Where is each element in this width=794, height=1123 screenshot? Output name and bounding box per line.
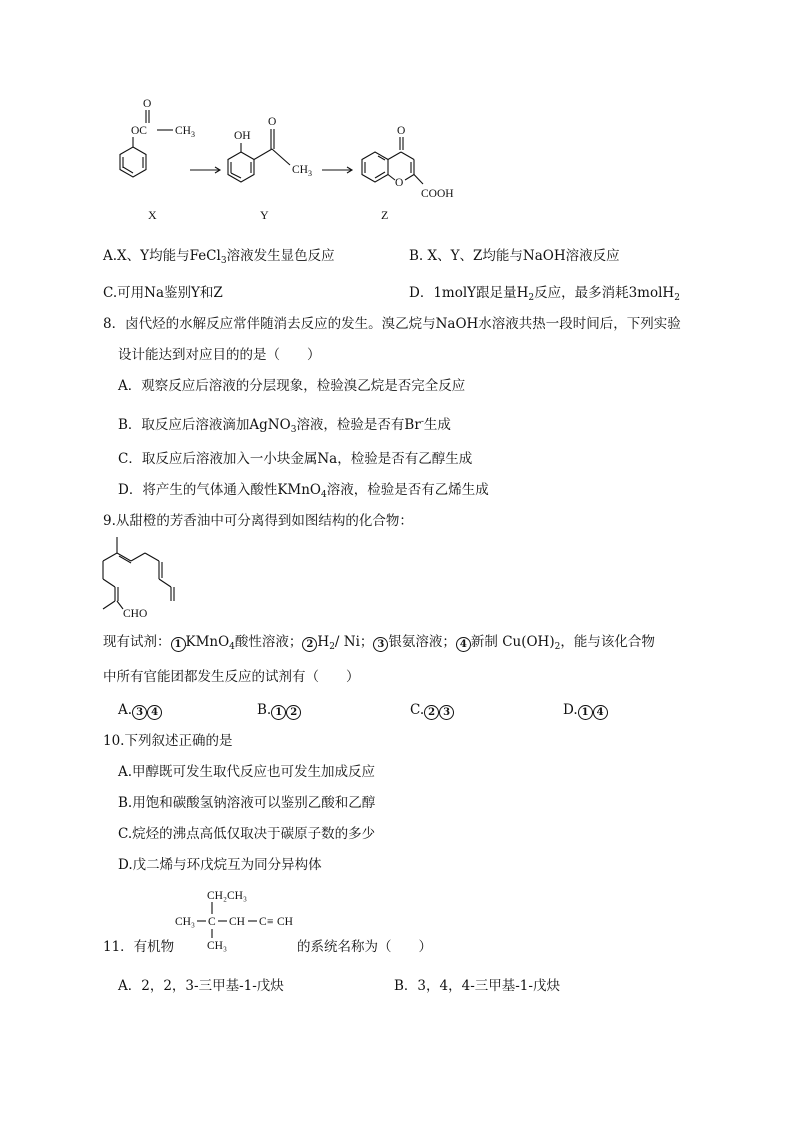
compound-z-label: Z xyxy=(381,208,389,222)
svg-text:CH₃: CH₃ xyxy=(207,940,227,952)
q9-stem-line2: 中所有官能团都发生反应的试剂有（ ） xyxy=(103,669,360,685)
svg-text:O: O xyxy=(143,98,152,110)
svg-text:C: C xyxy=(259,916,267,928)
q11-stem-suffix: 的系统名称为（ ） xyxy=(297,939,432,955)
svg-text:≡: ≡ xyxy=(267,916,274,928)
q8-stem-line2: 设计能达到对应目的的是（ ） xyxy=(118,347,321,363)
compound-y-label: Y xyxy=(260,208,269,222)
q9-reagents-line: 现有试剂： 1 KMnO$_4$酸性溶液； 2 $H_2/$ Ni； 3 银氨溶液； 4 新制 $Cu(OH)_2$，能与该化合物 xyxy=(103,634,655,652)
q7-option-a: A.X、Y均能与FeCl$_3$溶液发生显色反应 xyxy=(103,248,335,266)
svg-text:CH₃: CH₃ xyxy=(175,916,195,928)
q9-compound-structure xyxy=(95,535,195,625)
q9-option-d: D. 1 4 xyxy=(563,704,608,720)
svg-text:CH: CH xyxy=(175,125,191,137)
q7-option-d: D．1molY跟足量$H_2$反应，最多消耗3molH$_2$ xyxy=(409,285,680,303)
q8-option-a: A．观察反应后溶液的分层现象，检验溴乙烷是否完全反应 xyxy=(118,378,466,394)
q11-compound-structure xyxy=(170,887,310,952)
q10-option-d: D.戊二烯与环戊烷互为同分异构体 xyxy=(118,857,322,873)
q10-option-a: A.甲醇既可发生取代反应也可发生加成反应 xyxy=(118,764,376,780)
q9-stem: 9.从甜橙的芳香油中可分离得到如图结构的化合物： xyxy=(103,513,413,529)
reaction-arrow-2 xyxy=(322,165,356,175)
svg-text:OC: OC xyxy=(131,125,147,137)
reaction-arrow-1 xyxy=(190,165,224,175)
q7-option-c: C.可用Na鉴别Y和Z xyxy=(103,285,223,301)
svg-text:OH: OH xyxy=(234,130,251,142)
svg-text:O: O xyxy=(397,125,406,137)
compound-y-structure xyxy=(222,115,332,195)
q11-stem-prefix: 11．有机物 xyxy=(103,939,175,955)
svg-text:CH₂CH₃: CH₂CH₃ xyxy=(207,890,247,902)
q10-option-b: B.用饱和碳酸氢钠溶液可以鉴别乙酸和乙醇 xyxy=(118,795,376,811)
q10-stem: 10.下列叙述正确的是 xyxy=(103,733,233,749)
q8-option-b: B．取反应后溶液滴加AgNO$_3$溶液，检验是否有Br-生成 xyxy=(118,417,451,435)
q11-option-b: B．3，4，4-三甲基-1-戊炔 xyxy=(394,978,560,994)
compound-x-label: X xyxy=(148,208,157,222)
q9-option-b: B. 1 2 xyxy=(257,704,301,720)
svg-text:CH: CH xyxy=(229,916,245,928)
svg-text:CH: CH xyxy=(277,916,293,928)
svg-text:CH: CH xyxy=(292,164,308,176)
compound-z-structure xyxy=(355,122,475,202)
svg-text:3: 3 xyxy=(308,169,312,178)
svg-text:CHO: CHO xyxy=(123,608,148,620)
q9-option-c: C. 2 3 xyxy=(410,704,454,720)
q8-option-d: D．将产生的气体通入酸性KMnO$_4$溶液，检验是否有乙烯生成 xyxy=(118,482,489,500)
q9-option-a: A. 3 4 xyxy=(118,704,162,720)
svg-text:3: 3 xyxy=(191,130,195,139)
svg-text:O: O xyxy=(395,177,404,189)
q7-option-b: B. X、Y、Z均能与NaOH溶液反应 xyxy=(409,248,620,264)
compound-x-structure xyxy=(105,95,215,195)
q8-option-c: C．取反应后溶液加入一小块金属Na，检验是否有乙醇生成 xyxy=(118,451,473,467)
q11-option-a: A．2，2，3-三甲基-1-戊炔 xyxy=(118,978,284,994)
q10-option-c: C.烷烃的沸点高低仅取决于碳原子数的多少 xyxy=(118,826,376,842)
q8-stem-line1: 8．卤代烃的水解反应常伴随消去反应的发生。溴乙烷与NaOH水溶液共热一段时间后，下列实验 xyxy=(103,316,681,332)
svg-text:O: O xyxy=(268,116,277,128)
svg-text:COOH: COOH xyxy=(421,188,454,200)
svg-text:C: C xyxy=(208,916,216,928)
